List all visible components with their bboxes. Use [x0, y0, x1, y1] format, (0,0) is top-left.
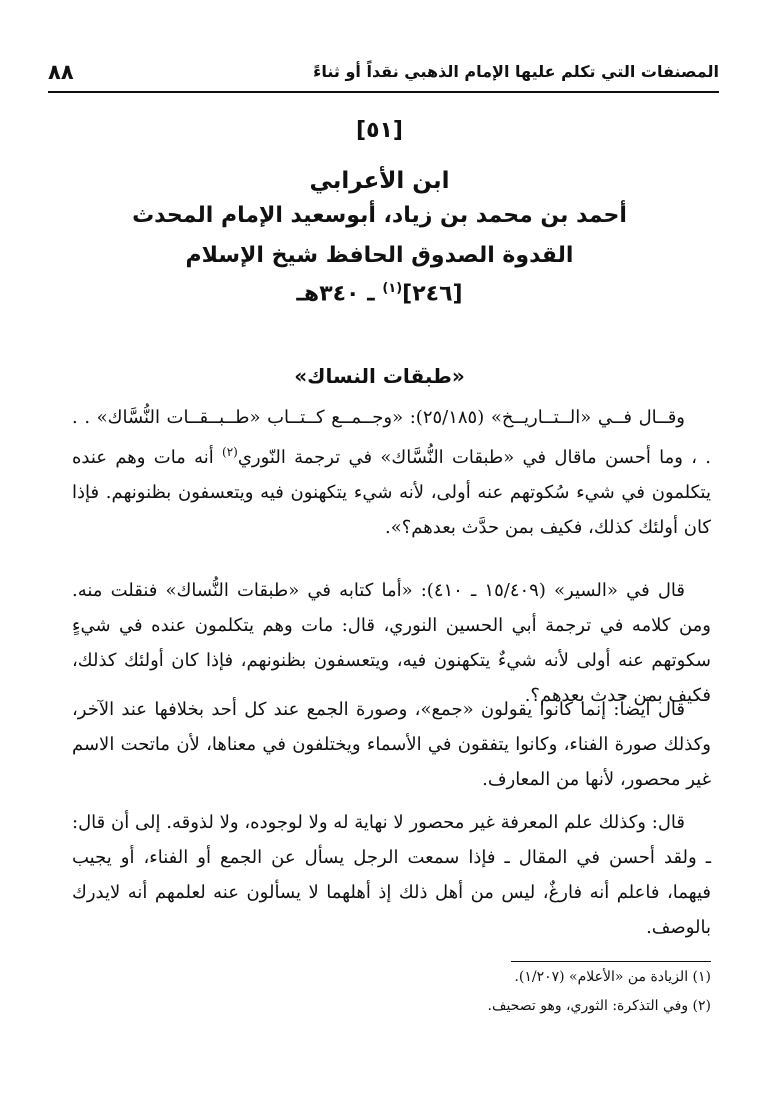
- entry-epithets: القدوة الصدوق الحافظ شيخ الإسلام: [185, 243, 574, 268]
- running-header: [48, 62, 719, 90]
- birth-date: [٢٤٦]: [402, 281, 463, 307]
- paragraph-1-text-a: وقــال فــي «الــتــاريــخ» (٢٥/١٨٥): «وجــمــع كــتــاب «طــبــقــات النُّسَّاك» . . . ، وما أحسن ماقال في «طبقات النُّسَّاك» في ترجمة النّوري: [72, 407, 711, 468]
- death-date: ـ ٣٤٠هـ: [296, 281, 383, 307]
- footnote-rule: [511, 961, 711, 962]
- section-title: «طبقات النساك»: [294, 364, 465, 388]
- footnote-2: (٢) وفي التذكرة: الثوري، وهو تصحيف.: [487, 998, 711, 1014]
- paragraph-3: قال أيضاً: إنما كانوا يقولون «جمع»، وصورة الجمع عند كل أحد بخلافها عند الآخر، وكذلك صورة الفناء، وكانوا يتفقون في الأسماء ويختلفون في معناها، لأن ماتحت الاسم غير محصور، لأنها من المعارف.: [72, 699, 711, 790]
- entry-name: ابن الأعرابي: [309, 168, 450, 194]
- header-rule: [48, 91, 719, 93]
- page-number: ٨٨: [48, 60, 74, 84]
- footnote-ref-2: (٢): [222, 445, 238, 459]
- entry-full-name: أحمد بن محمد بن زياد، أبوسعيد الإمام المحدث: [132, 203, 627, 228]
- paragraph-1: [72, 400, 711, 545]
- entry-dates: [40, 281, 719, 306]
- entry-number: [٥١]: [356, 118, 403, 143]
- footnote-ref-1: (١): [382, 281, 403, 296]
- paragraph-4: قال: وكذلك علم المعرفة غير محصور لا نهاية له ولا لوجوده، ولا لذوقه. إلى أن قال: ـ ولقد أحسن في المقال ـ فإذا سمعت الرجل يسأل عن الجمع أو الفناء، أو يجيب فيهما، فاعلم أنه فارغٌ، ليس من أهل ذلك إذ أهلهما لا يسألون عنه لعلمهم أنه لايدرك بالوصف.: [72, 812, 711, 938]
- footnote-1: (١) الزيادة من «الأعلام» (١/٢٠٧).: [514, 969, 711, 985]
- paragraph-1-text-b: أنه مات وهم عنده يتكلمون في شيء سُكوتهم عنه أولى، لأنه شيء يتكهنون فيه ويتعسفون بظنونهم. فإذا كان أولئك كذلك، فكيف بمن حدَّث بعدهم؟».: [72, 447, 711, 538]
- paragraph-2: قال في «السير» (١٥/٤٠٩ ـ ٤١٠): «أما كتابه في «طبقات النُّساك» فنقلت منه. ومن كلامه في ترجمة أبي الحسين النوري، قال: مات وهم يتكلمون عنده في شيءٍ سكوتهم عنه أولى لأنه شيءٌ يتكهنون فيه، ويتعسفون بظنونهم، فإذا كان أولئك كذلك، فكيف بمن حدث بعدهم؟.: [72, 580, 711, 706]
- header-title: المصنفات التي تكلم عليها الإمام الذهبي نقداً أو ثناءً: [313, 62, 719, 81]
